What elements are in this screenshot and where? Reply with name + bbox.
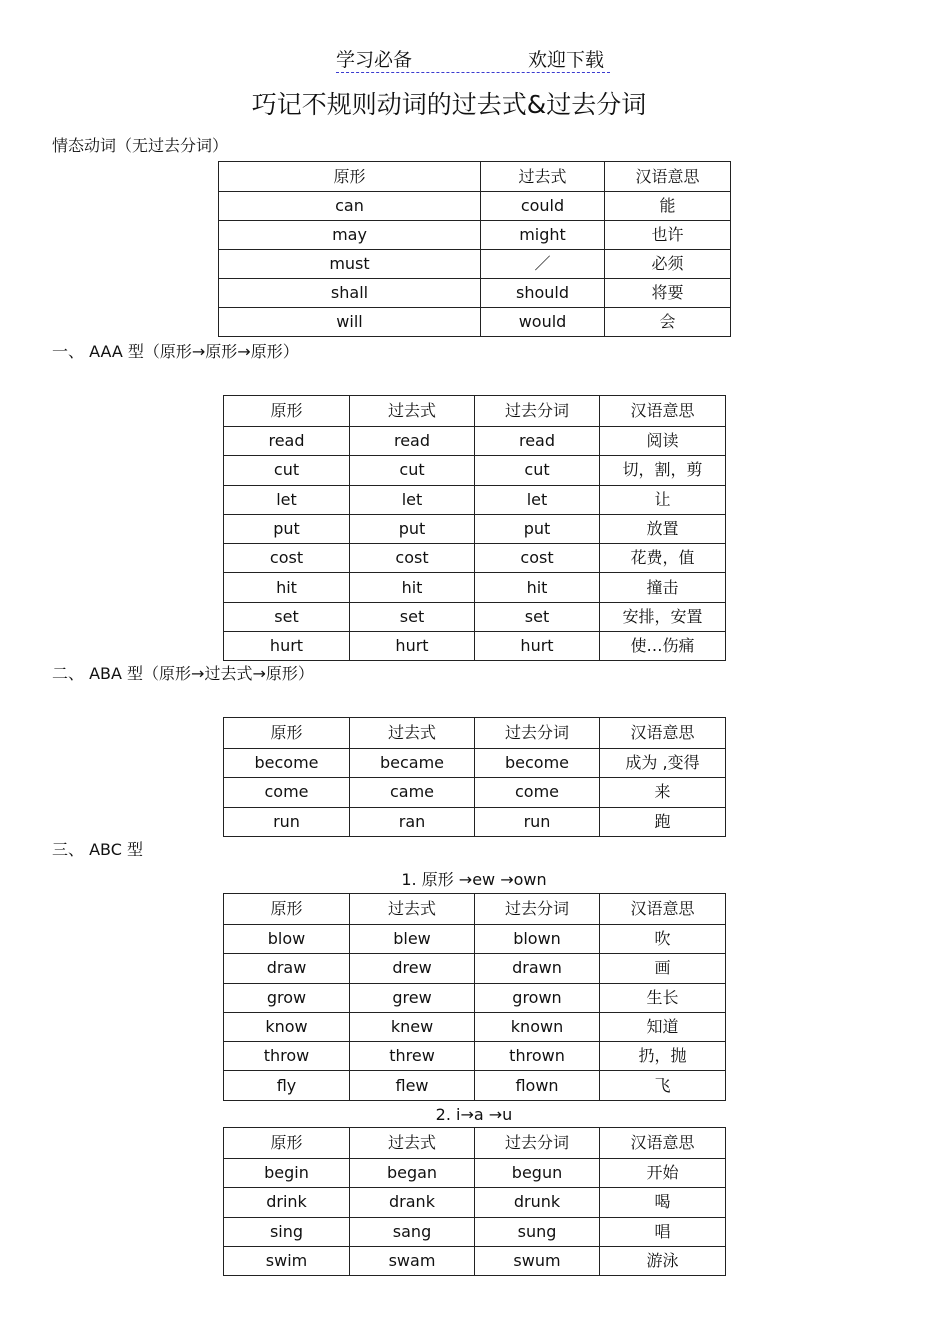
table-cell: 知道 [600,1012,726,1041]
table-cell: become [475,749,600,778]
table-cell: will [219,308,481,337]
table-cell: draw [224,954,350,983]
abc-group1-subheading: 1. 原形 →ew →own [401,870,547,889]
table-header-row [224,1128,726,1159]
table-cell: drew [350,954,475,983]
table-cell: grow [224,983,350,1012]
column-header: 原形 [224,1128,350,1159]
column-header: 过去式 [350,1128,475,1159]
column-header: 原形 [224,396,350,427]
table-row [224,427,726,456]
table-cell: swum [475,1246,600,1275]
header-right-text: 欢迎下载 [528,49,605,71]
table-cell: ran [350,807,475,836]
modal-verbs-table [218,161,731,337]
table-cell: 成为 ,变得 [600,749,726,778]
column-header: 过去分词 [475,894,600,925]
table-cell: may [219,221,481,250]
table-cell: let [224,485,350,514]
table-cell: 使…伤痛 [600,632,726,661]
column-header: 原形 [224,894,350,925]
table-cell: 撞击 [600,573,726,602]
table-cell: 吹 [600,925,726,954]
table-cell: must [219,250,481,279]
table-cell: 安排，安置 [600,602,726,631]
table-row [224,954,726,983]
section-heading-aaa: 一、 AAA 型（原形→原形→原形） [52,342,299,361]
table-cell: 跑 [600,807,726,836]
table-cell: hit [350,573,475,602]
table-cell: 开始 [600,1159,726,1188]
table-cell: run [224,807,350,836]
table-cell: can [219,192,481,221]
table-row [224,632,726,661]
table-cell: run [475,807,600,836]
table-cell: blow [224,925,350,954]
table-cell: cut [475,456,600,485]
column-header: 过去式 [350,396,475,427]
table-row [224,925,726,954]
table-cell: drank [350,1188,475,1217]
table-cell: flew [350,1071,475,1100]
table-cell: might [481,221,605,250]
table-cell: 来 [600,778,726,807]
table-cell: hurt [350,632,475,661]
table-cell: drink [224,1188,350,1217]
table-row [224,456,726,485]
table-cell: set [224,602,350,631]
column-header: 汉语意思 [600,1128,726,1159]
table-cell: cost [350,544,475,573]
table-cell: 唱 [600,1217,726,1246]
table-cell: grown [475,983,600,1012]
table-cell: hurt [475,632,600,661]
table-cell: read [350,427,475,456]
table-cell: 会 [605,308,731,337]
table-cell: flown [475,1071,600,1100]
section-heading-modal: 情态动词（无过去分词） [52,136,229,155]
table-cell: cost [224,544,350,573]
table-cell: 放置 [600,514,726,543]
table-cell: fly [224,1071,350,1100]
page-title: 巧记不规则动词的过去式&过去分词 [251,90,647,119]
table-cell: 能 [605,192,731,221]
table-cell: knew [350,1012,475,1041]
table-cell: set [475,602,600,631]
table-row [224,1012,726,1041]
table-cell: begin [224,1159,350,1188]
table-cell: hurt [224,632,350,661]
table-cell: grew [350,983,475,1012]
table-cell: thrown [475,1042,600,1071]
table-cell: known [475,1012,600,1041]
table-row [219,250,731,279]
table-row [219,279,731,308]
table-cell: became [350,749,475,778]
table-header-row [219,162,731,192]
table-cell: hit [475,573,600,602]
table-cell: drunk [475,1188,600,1217]
table-cell: began [350,1159,475,1188]
column-header: 原形 [224,718,350,749]
column-header: 汉语意思 [600,718,726,749]
table-row [224,983,726,1012]
table-cell: 让 [600,485,726,514]
table-cell: sung [475,1217,600,1246]
table-cell: let [350,485,475,514]
section-heading-abc: 三、 ABC 型 [52,840,143,859]
table-cell: throw [224,1042,350,1071]
abc-group2-subheading: 2. i→a →u [435,1105,513,1124]
aba-verbs-table [223,717,726,837]
table-cell: 切，割，剪 [600,456,726,485]
table-cell: shall [219,279,481,308]
table-cell: threw [350,1042,475,1071]
table-cell: came [350,778,475,807]
table-cell: put [475,514,600,543]
table-cell: 花费，值 [600,544,726,573]
table-cell: sang [350,1217,475,1246]
column-header: 过去式 [350,894,475,925]
table-cell: read [224,427,350,456]
table-cell: 飞 [600,1071,726,1100]
table-cell: 游泳 [600,1246,726,1275]
table-cell: 将要 [605,279,731,308]
header-left-text: 学习必备 [336,49,413,71]
table-header-row [224,718,726,749]
column-header: 过去分词 [475,396,600,427]
table-row [224,1042,726,1071]
column-header: 过去式 [481,162,605,192]
table-cell: cut [350,456,475,485]
table-row [219,308,731,337]
table-cell: cost [475,544,600,573]
table-row [224,778,726,807]
table-cell: come [475,778,600,807]
table-cell: 生长 [600,983,726,1012]
table-cell: read [475,427,600,456]
table-row [219,192,731,221]
table-cell: would [481,308,605,337]
table-row [224,514,726,543]
table-row [224,602,726,631]
table-row [224,1217,726,1246]
abc-group1-table [223,893,726,1101]
table-row [224,1246,726,1275]
table-cell: let [475,485,600,514]
table-cell: know [224,1012,350,1041]
table-cell: 也许 [605,221,731,250]
table-cell: become [224,749,350,778]
table-row [224,1159,726,1188]
table-cell: ／ [481,250,605,279]
table-row [224,485,726,514]
table-row [224,1071,726,1100]
table-header-row [224,396,726,427]
table-cell: could [481,192,605,221]
table-row [224,544,726,573]
table-cell: set [350,602,475,631]
table-cell: blown [475,925,600,954]
table-cell: hit [224,573,350,602]
abc-group2-table [223,1127,726,1276]
table-cell: come [224,778,350,807]
table-cell: 扔，抛 [600,1042,726,1071]
table-cell: should [481,279,605,308]
table-row [219,221,731,250]
table-cell: sing [224,1217,350,1246]
column-header: 汉语意思 [600,396,726,427]
table-header-row [224,894,726,925]
table-row [224,573,726,602]
table-cell: begun [475,1159,600,1188]
column-header: 原形 [219,162,481,192]
table-cell: blew [350,925,475,954]
table-row [224,807,726,836]
column-header: 汉语意思 [600,894,726,925]
column-header: 汉语意思 [605,162,731,192]
column-header: 过去分词 [475,1128,600,1159]
table-cell: 画 [600,954,726,983]
table-cell: 必须 [605,250,731,279]
table-cell: swam [350,1246,475,1275]
table-cell: put [224,514,350,543]
table-row [224,749,726,778]
table-cell: put [350,514,475,543]
table-cell: 阅读 [600,427,726,456]
table-cell: 喝 [600,1188,726,1217]
aaa-verbs-table [223,395,726,661]
header-divider [336,72,610,73]
table-row [224,1188,726,1217]
table-cell: drawn [475,954,600,983]
section-heading-aba: 二、 ABA 型（原形→过去式→原形） [52,664,314,683]
table-cell: swim [224,1246,350,1275]
column-header: 过去分词 [475,718,600,749]
column-header: 过去式 [350,718,475,749]
table-cell: cut [224,456,350,485]
